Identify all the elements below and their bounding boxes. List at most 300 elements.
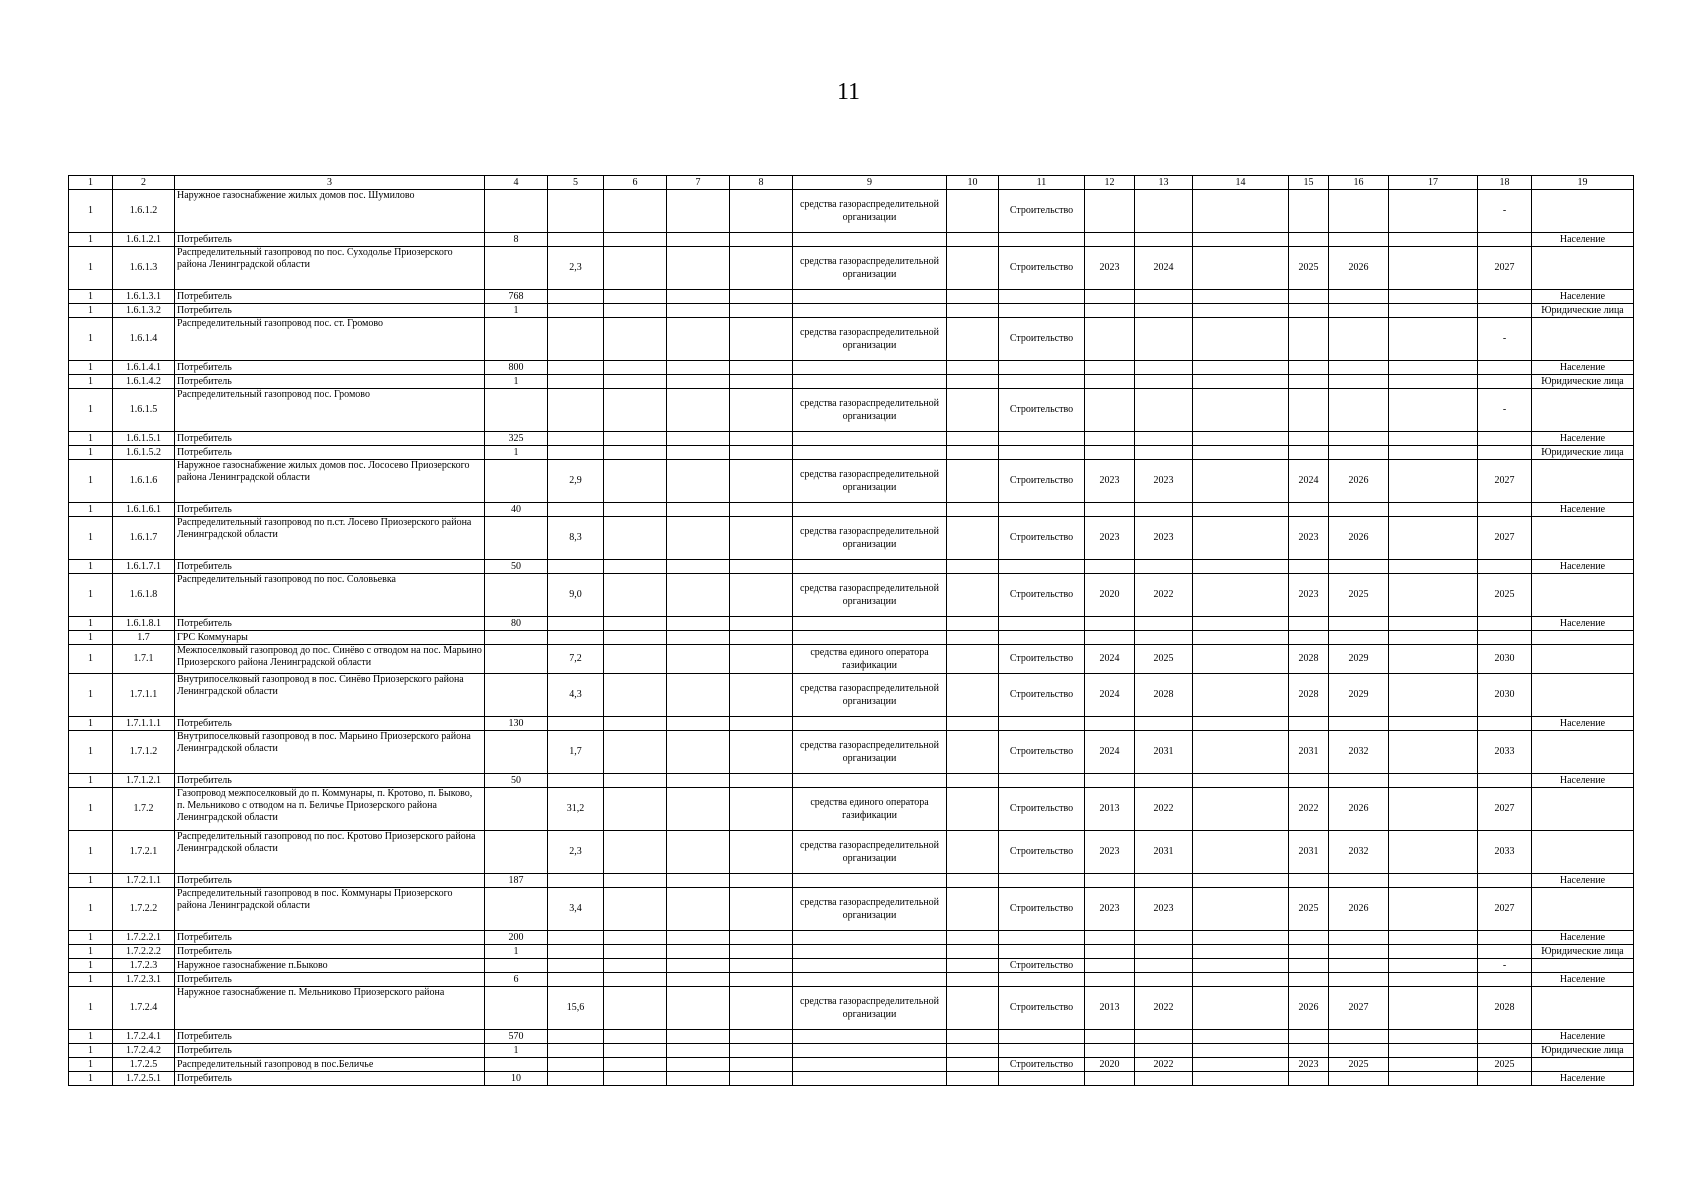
row-type-cell xyxy=(999,973,1085,987)
empty-cell xyxy=(1389,446,1478,460)
row-name-cell: Потребитель xyxy=(175,233,485,247)
row-length-cell: 1,7 xyxy=(548,731,604,774)
row-year-cell xyxy=(1085,774,1135,788)
row-length-cell xyxy=(548,361,604,375)
empty-cell xyxy=(604,318,667,361)
empty-cell xyxy=(947,290,999,304)
row-count-cell xyxy=(485,318,548,361)
empty-cell xyxy=(604,375,667,389)
row-year-cell: 2025 xyxy=(1478,574,1532,617)
row-funding-cell: средства газораспределительной организации xyxy=(793,987,947,1030)
header-cell: 6 xyxy=(604,176,667,190)
row-year-cell xyxy=(1085,717,1135,731)
empty-cell xyxy=(730,389,793,432)
empty-cell xyxy=(730,517,793,560)
empty-cell xyxy=(667,617,730,631)
row-year-cell: 2026 xyxy=(1329,460,1389,503)
empty-cell xyxy=(604,247,667,290)
row-year-cell xyxy=(1329,945,1389,959)
row-year-cell xyxy=(1085,631,1135,645)
row-level-cell: 1 xyxy=(69,888,113,931)
row-count-cell: 1 xyxy=(485,375,548,389)
row-category-cell: Население xyxy=(1532,432,1634,446)
row-year-cell: 2027 xyxy=(1478,517,1532,560)
row-funding-cell xyxy=(793,945,947,959)
row-name-cell: Распределительный газопровод по пос. Суходолье Приозерского района Ленинградской области xyxy=(175,247,485,290)
row-year-cell xyxy=(1289,945,1329,959)
row-code-cell: 1.7.1.1 xyxy=(113,674,175,717)
table-row xyxy=(69,318,1634,361)
row-level-cell: 1 xyxy=(69,774,113,788)
row-type-cell: Строительство xyxy=(999,318,1085,361)
row-year-cell xyxy=(1478,931,1532,945)
row-length-cell xyxy=(548,617,604,631)
row-year-cell xyxy=(1135,1072,1193,1086)
row-year-cell xyxy=(1478,446,1532,460)
row-year-cell: 2023 xyxy=(1289,1058,1329,1072)
table-row xyxy=(69,987,1634,1030)
empty-cell xyxy=(1389,717,1478,731)
row-category-cell: Население xyxy=(1532,774,1634,788)
empty-cell xyxy=(1389,1072,1478,1086)
row-code-cell: 1.7.2 xyxy=(113,788,175,831)
row-year-cell xyxy=(1135,432,1193,446)
row-count-cell xyxy=(485,631,548,645)
table-row xyxy=(69,247,1634,290)
row-year-cell xyxy=(1289,973,1329,987)
empty-cell xyxy=(730,290,793,304)
empty-cell xyxy=(730,361,793,375)
row-year-cell xyxy=(1289,318,1329,361)
row-category-cell xyxy=(1532,574,1634,617)
row-year-cell: 2023 xyxy=(1135,460,1193,503)
table-row xyxy=(69,617,1634,631)
empty-cell xyxy=(667,674,730,717)
row-year-cell: 2022 xyxy=(1135,1058,1193,1072)
empty-cell xyxy=(604,987,667,1030)
row-category-cell xyxy=(1532,318,1634,361)
row-code-cell: 1.6.1.6.1 xyxy=(113,503,175,517)
header-cell: 19 xyxy=(1532,176,1634,190)
table-row xyxy=(69,446,1634,460)
row-year-cell xyxy=(1085,432,1135,446)
row-year-cell xyxy=(1135,774,1193,788)
row-year-cell xyxy=(1135,389,1193,432)
row-code-cell: 1.7.2.1 xyxy=(113,831,175,874)
row-year-cell xyxy=(1135,1044,1193,1058)
row-category-cell: Юридические лица xyxy=(1532,304,1634,318)
row-year-cell: 2020 xyxy=(1085,574,1135,617)
row-year-cell xyxy=(1085,617,1135,631)
row-name-cell: Распределительный газопровод пос. Громово xyxy=(175,389,485,432)
empty-cell xyxy=(604,931,667,945)
row-year-cell xyxy=(1289,304,1329,318)
row-category-cell: Юридические лица xyxy=(1532,446,1634,460)
empty-cell xyxy=(1389,888,1478,931)
row-code-cell: 1.7.1.2 xyxy=(113,731,175,774)
row-type-cell xyxy=(999,617,1085,631)
empty-cell xyxy=(1389,1058,1478,1072)
empty-cell xyxy=(667,973,730,987)
row-level-cell: 1 xyxy=(69,987,113,1030)
row-year-cell xyxy=(1085,304,1135,318)
row-type-cell xyxy=(999,233,1085,247)
empty-cell xyxy=(1193,233,1289,247)
row-year-cell: 2026 xyxy=(1329,888,1389,931)
row-level-cell: 1 xyxy=(69,432,113,446)
row-year-cell xyxy=(1135,945,1193,959)
row-category-cell: Население xyxy=(1532,717,1634,731)
table-row xyxy=(69,931,1634,945)
table-row xyxy=(69,973,1634,987)
row-length-cell: 2,3 xyxy=(548,831,604,874)
row-year-cell xyxy=(1329,774,1389,788)
empty-cell xyxy=(604,617,667,631)
empty-cell xyxy=(1193,617,1289,631)
row-type-cell xyxy=(999,375,1085,389)
row-code-cell: 1.7.1 xyxy=(113,645,175,674)
empty-cell xyxy=(730,446,793,460)
row-count-cell xyxy=(485,959,548,973)
empty-cell xyxy=(667,375,730,389)
empty-cell xyxy=(1389,831,1478,874)
row-year-cell: 2023 xyxy=(1085,247,1135,290)
table-row xyxy=(69,1058,1634,1072)
row-code-cell: 1.7.2.2 xyxy=(113,888,175,931)
row-name-cell: Наружное газоснабжение жилых домов пос. Шумилово xyxy=(175,190,485,233)
row-funding-cell xyxy=(793,290,947,304)
empty-cell xyxy=(947,1044,999,1058)
row-type-cell xyxy=(999,1072,1085,1086)
empty-cell xyxy=(667,945,730,959)
row-name-cell: Внутрипоселковый газопровод в пос. Синёво Приозерского района Ленинградской области xyxy=(175,674,485,717)
row-year-cell xyxy=(1135,874,1193,888)
empty-cell xyxy=(1193,874,1289,888)
row-year-cell xyxy=(1135,318,1193,361)
empty-cell xyxy=(730,874,793,888)
table-row xyxy=(69,645,1634,674)
empty-cell xyxy=(1193,389,1289,432)
row-count-cell: 8 xyxy=(485,233,548,247)
row-name-cell: Наружное газоснабжение жилых домов пос. Лососево Приозерского района Ленинградской области xyxy=(175,460,485,503)
empty-cell xyxy=(730,931,793,945)
empty-cell xyxy=(947,560,999,574)
row-code-cell: 1.7.2.5 xyxy=(113,1058,175,1072)
empty-cell xyxy=(730,731,793,774)
table-row xyxy=(69,233,1634,247)
empty-cell xyxy=(1193,375,1289,389)
row-year-cell: 2013 xyxy=(1085,788,1135,831)
empty-cell xyxy=(604,290,667,304)
row-funding-cell xyxy=(793,617,947,631)
row-funding-cell xyxy=(793,233,947,247)
empty-cell xyxy=(730,987,793,1030)
row-year-cell xyxy=(1289,959,1329,973)
row-year-cell xyxy=(1329,560,1389,574)
empty-cell xyxy=(947,674,999,717)
row-funding-cell xyxy=(793,1058,947,1072)
empty-cell xyxy=(1389,945,1478,959)
row-length-cell: 3,4 xyxy=(548,888,604,931)
row-code-cell: 1.6.1.8.1 xyxy=(113,617,175,631)
empty-cell xyxy=(1389,674,1478,717)
row-code-cell: 1.6.1.3 xyxy=(113,247,175,290)
row-funding-cell: средства газораспределительной организации xyxy=(793,190,947,233)
empty-cell xyxy=(604,517,667,560)
row-year-cell xyxy=(1329,304,1389,318)
header-cell: 12 xyxy=(1085,176,1135,190)
row-count-cell: 570 xyxy=(485,1030,548,1044)
row-year-cell xyxy=(1329,959,1389,973)
row-funding-cell xyxy=(793,973,947,987)
table-row xyxy=(69,503,1634,517)
header-cell: 3 xyxy=(175,176,485,190)
empty-cell xyxy=(1193,731,1289,774)
empty-cell xyxy=(1389,389,1478,432)
row-year-cell: 2025 xyxy=(1329,574,1389,617)
empty-cell xyxy=(667,645,730,674)
row-year-cell xyxy=(1085,190,1135,233)
row-type-cell xyxy=(999,503,1085,517)
row-code-cell: 1.6.1.5.1 xyxy=(113,432,175,446)
row-category-cell: Население xyxy=(1532,1072,1634,1086)
row-type-cell: Строительство xyxy=(999,674,1085,717)
row-year-cell xyxy=(1329,389,1389,432)
row-code-cell: 1.7.2.2.2 xyxy=(113,945,175,959)
empty-cell xyxy=(1389,290,1478,304)
row-level-cell: 1 xyxy=(69,389,113,432)
table-row xyxy=(69,375,1634,389)
row-year-cell xyxy=(1289,717,1329,731)
row-name-cell: Потребитель xyxy=(175,304,485,318)
row-type-cell xyxy=(999,774,1085,788)
row-name-cell: Потребитель xyxy=(175,617,485,631)
row-length-cell: 8,3 xyxy=(548,517,604,560)
row-length-cell xyxy=(548,304,604,318)
empty-cell xyxy=(604,304,667,318)
row-name-cell: Распределительный газопровод по пос. Кротово Приозерского района Ленинградской области xyxy=(175,831,485,874)
row-length-cell xyxy=(548,190,604,233)
empty-cell xyxy=(667,432,730,446)
row-year-cell xyxy=(1085,446,1135,460)
empty-cell xyxy=(947,446,999,460)
row-code-cell: 1.6.1.7.1 xyxy=(113,560,175,574)
row-category-cell xyxy=(1532,674,1634,717)
empty-cell xyxy=(1389,560,1478,574)
row-type-cell: Строительство xyxy=(999,190,1085,233)
empty-cell xyxy=(1389,574,1478,617)
row-year-cell xyxy=(1085,1030,1135,1044)
empty-cell xyxy=(1193,788,1289,831)
row-year-cell xyxy=(1289,446,1329,460)
empty-cell xyxy=(1193,1058,1289,1072)
empty-cell xyxy=(604,831,667,874)
row-count-cell xyxy=(485,190,548,233)
empty-cell xyxy=(947,389,999,432)
row-category-cell: Юридические лица xyxy=(1532,1044,1634,1058)
row-year-cell xyxy=(1289,1072,1329,1086)
row-length-cell xyxy=(548,945,604,959)
row-level-cell: 1 xyxy=(69,788,113,831)
row-length-cell xyxy=(548,233,604,247)
table-row xyxy=(69,304,1634,318)
table-row xyxy=(69,290,1634,304)
row-code-cell: 1.7.2.1.1 xyxy=(113,874,175,888)
empty-cell xyxy=(1389,788,1478,831)
row-type-cell: Строительство xyxy=(999,987,1085,1030)
empty-cell xyxy=(1193,517,1289,560)
row-year-cell: 2025 xyxy=(1478,1058,1532,1072)
row-count-cell xyxy=(485,1058,548,1072)
empty-cell xyxy=(604,645,667,674)
row-count-cell: 1 xyxy=(485,304,548,318)
row-year-cell xyxy=(1085,503,1135,517)
empty-cell xyxy=(604,874,667,888)
table-row xyxy=(69,517,1634,560)
empty-cell xyxy=(1389,318,1478,361)
row-category-cell xyxy=(1532,247,1634,290)
empty-cell xyxy=(947,375,999,389)
row-length-cell xyxy=(548,1072,604,1086)
row-type-cell: Строительство xyxy=(999,460,1085,503)
row-count-cell: 1 xyxy=(485,1044,548,1058)
row-type-cell: Строительство xyxy=(999,1058,1085,1072)
empty-cell xyxy=(604,190,667,233)
row-length-cell xyxy=(548,717,604,731)
row-funding-cell xyxy=(793,1030,947,1044)
row-count-cell xyxy=(485,987,548,1030)
empty-cell xyxy=(667,503,730,517)
empty-cell xyxy=(947,503,999,517)
row-year-cell xyxy=(1478,1072,1532,1086)
row-level-cell: 1 xyxy=(69,717,113,731)
row-code-cell: 1.6.1.4.2 xyxy=(113,375,175,389)
empty-cell xyxy=(667,788,730,831)
row-year-cell: 2030 xyxy=(1478,645,1532,674)
row-length-cell xyxy=(548,446,604,460)
row-year-cell: 2013 xyxy=(1085,987,1135,1030)
row-funding-cell xyxy=(793,375,947,389)
row-funding-cell: средства единого оператора газификации xyxy=(793,645,947,674)
row-year-cell xyxy=(1289,1030,1329,1044)
empty-cell xyxy=(1193,560,1289,574)
row-code-cell: 1.7.1.1.1 xyxy=(113,717,175,731)
row-year-cell xyxy=(1329,874,1389,888)
row-year-cell: - xyxy=(1478,389,1532,432)
empty-cell xyxy=(947,233,999,247)
row-level-cell: 1 xyxy=(69,517,113,560)
empty-cell xyxy=(1193,631,1289,645)
row-year-cell xyxy=(1478,375,1532,389)
empty-cell xyxy=(604,945,667,959)
empty-cell xyxy=(1193,674,1289,717)
row-code-cell: 1.7.2.4.2 xyxy=(113,1044,175,1058)
empty-cell xyxy=(1389,503,1478,517)
empty-cell xyxy=(604,973,667,987)
row-year-cell: 2025 xyxy=(1289,888,1329,931)
row-category-cell: Население xyxy=(1532,874,1634,888)
row-name-cell: Потребитель xyxy=(175,432,485,446)
row-funding-cell: средства газораспределительной организации xyxy=(793,517,947,560)
empty-cell xyxy=(947,460,999,503)
row-category-cell: Население xyxy=(1532,361,1634,375)
row-year-cell xyxy=(1478,290,1532,304)
row-year-cell: 2026 xyxy=(1329,517,1389,560)
row-year-cell xyxy=(1329,931,1389,945)
table-row xyxy=(69,674,1634,717)
row-code-cell: 1.6.1.4.1 xyxy=(113,361,175,375)
row-year-cell xyxy=(1135,560,1193,574)
row-year-cell: 2027 xyxy=(1478,247,1532,290)
row-name-cell: Распределительный газопровод по п.ст. Лосево Приозерского района Ленинградской области xyxy=(175,517,485,560)
row-year-cell: 2027 xyxy=(1478,888,1532,931)
row-category-cell xyxy=(1532,460,1634,503)
row-level-cell: 1 xyxy=(69,446,113,460)
row-year-cell: 2023 xyxy=(1135,517,1193,560)
row-level-cell: 1 xyxy=(69,560,113,574)
empty-cell xyxy=(1193,831,1289,874)
empty-cell xyxy=(667,460,730,503)
row-level-cell: 1 xyxy=(69,931,113,945)
table-row xyxy=(69,717,1634,731)
row-length-cell xyxy=(548,774,604,788)
row-length-cell xyxy=(548,389,604,432)
row-year-cell xyxy=(1289,774,1329,788)
row-year-cell xyxy=(1135,190,1193,233)
empty-cell xyxy=(667,987,730,1030)
empty-cell xyxy=(604,888,667,931)
row-count-cell xyxy=(485,247,548,290)
row-year-cell: 2031 xyxy=(1135,731,1193,774)
row-type-cell xyxy=(999,1044,1085,1058)
empty-cell xyxy=(667,959,730,973)
row-category-cell: Юридические лица xyxy=(1532,945,1634,959)
row-type-cell: Строительство xyxy=(999,574,1085,617)
row-length-cell xyxy=(548,1030,604,1044)
row-count-cell: 40 xyxy=(485,503,548,517)
empty-cell xyxy=(730,959,793,973)
empty-cell xyxy=(730,888,793,931)
row-code-cell: 1.7.2.5.1 xyxy=(113,1072,175,1086)
empty-cell xyxy=(1193,931,1289,945)
row-type-cell xyxy=(999,717,1085,731)
empty-cell xyxy=(1389,931,1478,945)
empty-cell xyxy=(1193,645,1289,674)
row-funding-cell xyxy=(793,717,947,731)
empty-cell xyxy=(604,1072,667,1086)
row-funding-cell xyxy=(793,446,947,460)
row-year-cell: 2027 xyxy=(1329,987,1389,1030)
row-year-cell: 2023 xyxy=(1085,831,1135,874)
row-name-cell: ГРС Коммунары xyxy=(175,631,485,645)
empty-cell xyxy=(947,973,999,987)
row-type-cell xyxy=(999,874,1085,888)
row-funding-cell: средства газораспределительной организации xyxy=(793,389,947,432)
row-length-cell xyxy=(548,959,604,973)
empty-cell xyxy=(667,1058,730,1072)
empty-cell xyxy=(730,973,793,987)
row-code-cell: 1.7.2.4 xyxy=(113,987,175,1030)
row-year-cell xyxy=(1329,503,1389,517)
empty-cell xyxy=(947,774,999,788)
empty-cell xyxy=(730,1044,793,1058)
row-name-cell: Распределительный газопровод в пос. Коммунары Приозерского района Ленинградской области xyxy=(175,888,485,931)
empty-cell xyxy=(947,959,999,973)
empty-cell xyxy=(1193,1072,1289,1086)
row-year-cell: 2028 xyxy=(1289,645,1329,674)
empty-cell xyxy=(604,959,667,973)
table-row xyxy=(69,361,1634,375)
